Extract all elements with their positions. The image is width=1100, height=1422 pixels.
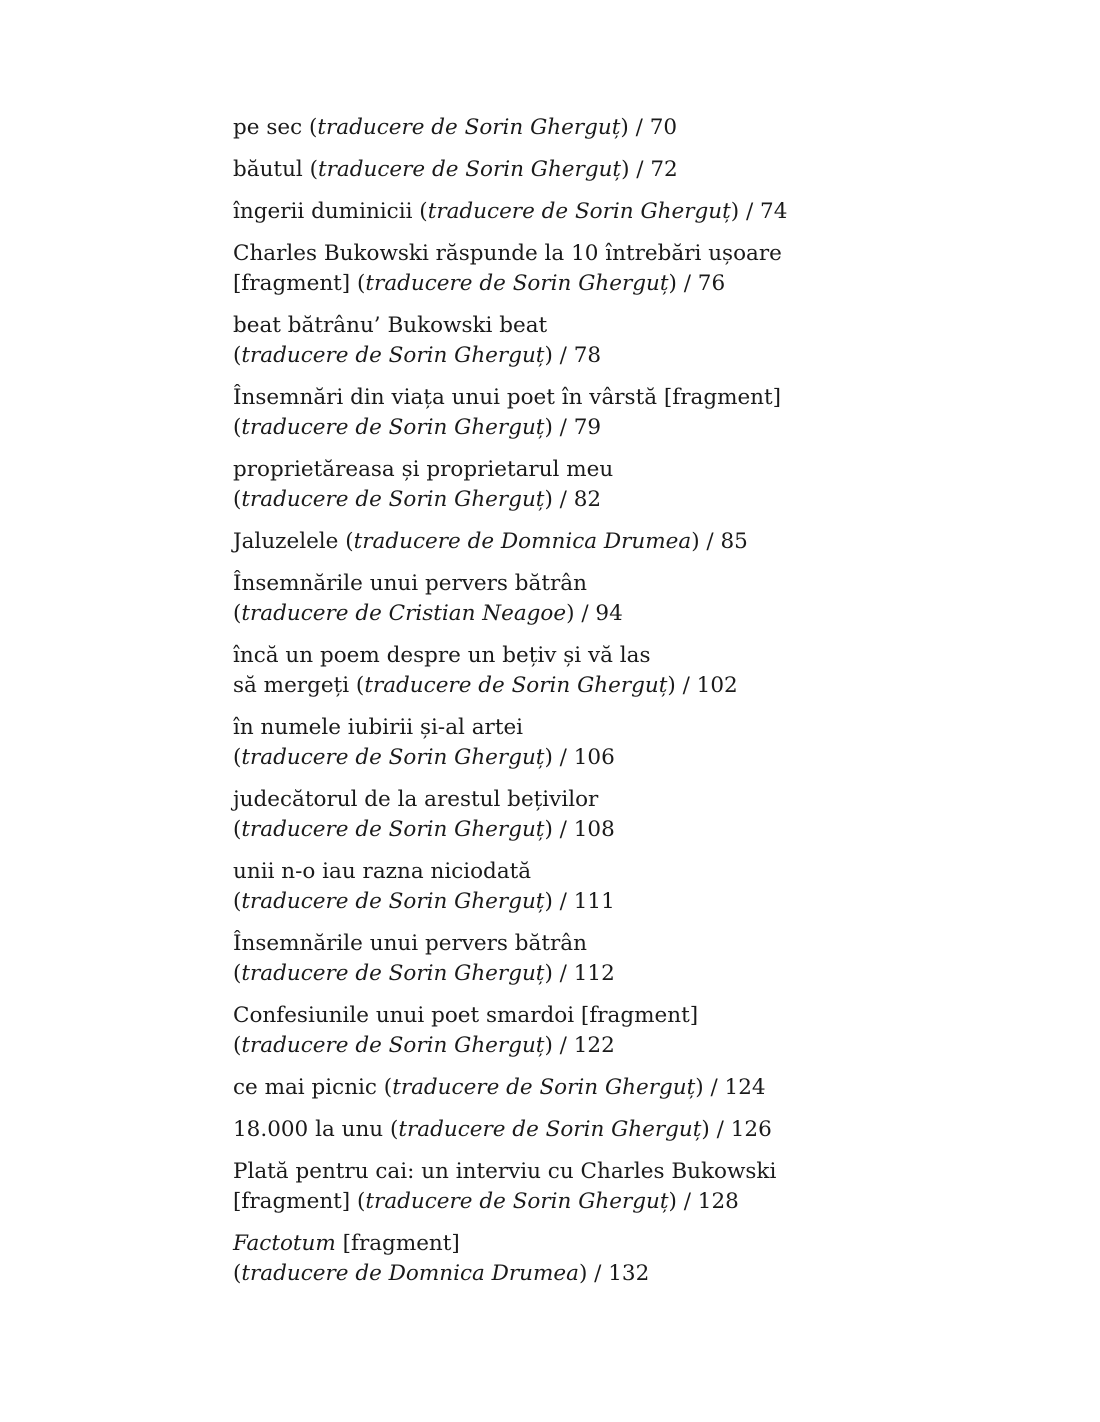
toc-text: încă un poem despre un bețiv și vă las [233, 643, 651, 668]
toc-text: ) / 108 [544, 817, 615, 842]
toc-italic-text: traducere de Sorin Gherguț [392, 1075, 696, 1100]
toc-entry-line [233, 1001, 933, 1031]
toc-italic-text: traducere de Sorin Gherguț [241, 1033, 545, 1058]
toc-text: ) / 102 [667, 673, 738, 698]
toc-entry-line [233, 887, 933, 917]
toc-entry-line [233, 1187, 933, 1217]
toc-italic-text: traducere de Sorin Gherguț [427, 199, 731, 224]
toc-text: ) / 132 [578, 1261, 650, 1286]
toc-italic-text: traducere de Sorin Gherguț [318, 157, 622, 182]
toc-text: ) / 74 [730, 199, 788, 224]
toc-text: ) / 76 [668, 271, 726, 296]
toc-text: ( [233, 889, 242, 914]
toc-entry [233, 239, 933, 299]
toc-entry [233, 383, 933, 443]
toc-text: ) / 79 [544, 415, 602, 440]
toc-entry-line [233, 383, 933, 413]
toc-italic-text: traducere de Sorin Gherguț [364, 673, 668, 698]
toc-entry-line [233, 959, 933, 989]
toc-entry-line [233, 413, 933, 443]
toc-text: ( [233, 1261, 242, 1286]
toc-entry-line [233, 239, 933, 269]
toc-text: unii n-o iau razna niciodată [233, 859, 532, 884]
toc-entry [233, 527, 933, 557]
toc-entry [233, 155, 933, 185]
toc-entry-line [233, 455, 933, 485]
toc-entry-line [233, 815, 933, 845]
toc-text: 18.000 la unu ( [233, 1117, 399, 1142]
toc-text: [fragment] [335, 1231, 460, 1256]
toc-entry-line [233, 1229, 933, 1259]
toc-text: ) / 70 [620, 115, 678, 140]
toc-text: Confesiunile unui poet smardoi [fragment] [233, 1003, 699, 1028]
toc-italic-text: traducere de Sorin Gherguț [241, 889, 545, 914]
toc-entry [233, 455, 933, 515]
toc-italic-text: traducere de Sorin Gherguț [241, 415, 545, 440]
toc-italic-text: traducere de Domnica Drumea [241, 1261, 579, 1286]
table-of-contents [233, 113, 933, 1301]
toc-text: proprietăreasa și proprietarul meu [233, 457, 614, 482]
toc-text: ) / 126 [701, 1117, 772, 1142]
toc-entry-line [233, 113, 933, 143]
toc-text: Însemnările unui pervers bătrân [233, 931, 587, 956]
toc-text: ( [233, 415, 242, 440]
toc-text: ( [233, 343, 242, 368]
toc-entry-line [233, 569, 933, 599]
toc-text: ) / 85 [691, 529, 748, 554]
toc-text: ( [233, 961, 242, 986]
toc-text: [fragment] ( [233, 271, 366, 296]
toc-entry-line [233, 1115, 933, 1145]
toc-italic-text: traducere de Sorin Gherguț [398, 1117, 702, 1142]
toc-text: ) / 78 [544, 343, 602, 368]
toc-text: Jaluzelele ( [233, 529, 354, 554]
toc-entry [233, 1001, 933, 1061]
toc-text: ) / 111 [544, 889, 615, 914]
toc-italic-text: Factotum [233, 1231, 336, 1256]
toc-text: în numele iubirii și-al artei [233, 715, 524, 740]
toc-italic-text: traducere de Sorin Gherguț [241, 745, 545, 770]
toc-entry-line [233, 341, 933, 371]
toc-text: ( [233, 817, 242, 842]
toc-italic-text: traducere de Sorin Gherguț [241, 343, 545, 368]
toc-entry-line [233, 743, 933, 773]
toc-entry-line [233, 713, 933, 743]
toc-text: beat bătrânu’ Bukowski beat [233, 313, 548, 338]
toc-text: ) / 122 [544, 1033, 615, 1058]
toc-entry-line [233, 155, 933, 185]
toc-entry [233, 569, 933, 629]
toc-entry-line [233, 641, 933, 671]
toc-entry [233, 1115, 933, 1145]
toc-entry-line [233, 671, 933, 701]
toc-text: Însemnări din viața unui poet în vârstă [fragment] [233, 385, 782, 410]
toc-entry [233, 1157, 933, 1217]
toc-text: ) / 94 [566, 601, 623, 626]
toc-entry-line [233, 197, 933, 227]
toc-entry [233, 857, 933, 917]
toc-text: ( [233, 1033, 242, 1058]
toc-entry [233, 641, 933, 701]
toc-entry [233, 713, 933, 773]
toc-text: Plată pentru cai: un interviu cu Charles Bukowski [233, 1159, 777, 1184]
toc-entry [233, 1229, 933, 1289]
toc-entry [233, 113, 933, 143]
toc-italic-text: traducere de Sorin Gherguț [241, 487, 545, 512]
toc-text: ) / 128 [668, 1189, 739, 1214]
toc-italic-text: traducere de Sorin Gherguț [241, 817, 545, 842]
toc-text: ) / 82 [544, 487, 602, 512]
toc-entry-line [233, 785, 933, 815]
toc-entry-line [233, 269, 933, 299]
toc-text: ) / 112 [544, 961, 615, 986]
toc-entry [233, 311, 933, 371]
toc-entry-line [233, 1031, 933, 1061]
toc-text: ( [233, 601, 242, 626]
toc-entry-line [233, 311, 933, 341]
toc-text: să mergeți ( [233, 673, 365, 698]
toc-italic-text: traducere de Sorin Gherguț [365, 271, 669, 296]
toc-text: ( [233, 745, 242, 770]
toc-text: ( [233, 487, 242, 512]
toc-italic-text: traducere de Domnica Drumea [353, 529, 692, 554]
toc-text: ) / 72 [621, 157, 678, 182]
toc-entry [233, 1073, 933, 1103]
toc-entry-line [233, 599, 933, 629]
toc-entry-line [233, 527, 933, 557]
toc-italic-text: traducere de Sorin Gherguț [241, 961, 545, 986]
toc-text: pe sec ( [233, 115, 318, 140]
toc-entry [233, 197, 933, 227]
toc-italic-text: traducere de Sorin Gherguț [317, 115, 621, 140]
toc-text: băutul ( [233, 157, 319, 182]
toc-text: ) / 124 [695, 1075, 766, 1100]
toc-text: [fragment] ( [233, 1189, 366, 1214]
toc-entry-line [233, 929, 933, 959]
toc-entry-line [233, 857, 933, 887]
toc-italic-text: traducere de Cristian Neagoe [241, 601, 567, 626]
toc-text: judecătorul de la arestul bețivilor [233, 787, 599, 812]
toc-text: ) / 106 [544, 745, 615, 770]
toc-italic-text: traducere de Sorin Gherguț [365, 1189, 669, 1214]
toc-text: Însemnările unui pervers bătrân [233, 571, 587, 596]
toc-text: Charles Bukowski răspunde la 10 întrebări ușoare [233, 241, 782, 266]
toc-entry-line [233, 485, 933, 515]
toc-entry-line [233, 1073, 933, 1103]
toc-entry [233, 785, 933, 845]
toc-text: îngerii duminicii ( [233, 199, 428, 224]
toc-entry-line [233, 1157, 933, 1187]
toc-entry [233, 929, 933, 989]
toc-entry-line [233, 1259, 933, 1289]
toc-text: ce mai picnic ( [233, 1075, 393, 1100]
